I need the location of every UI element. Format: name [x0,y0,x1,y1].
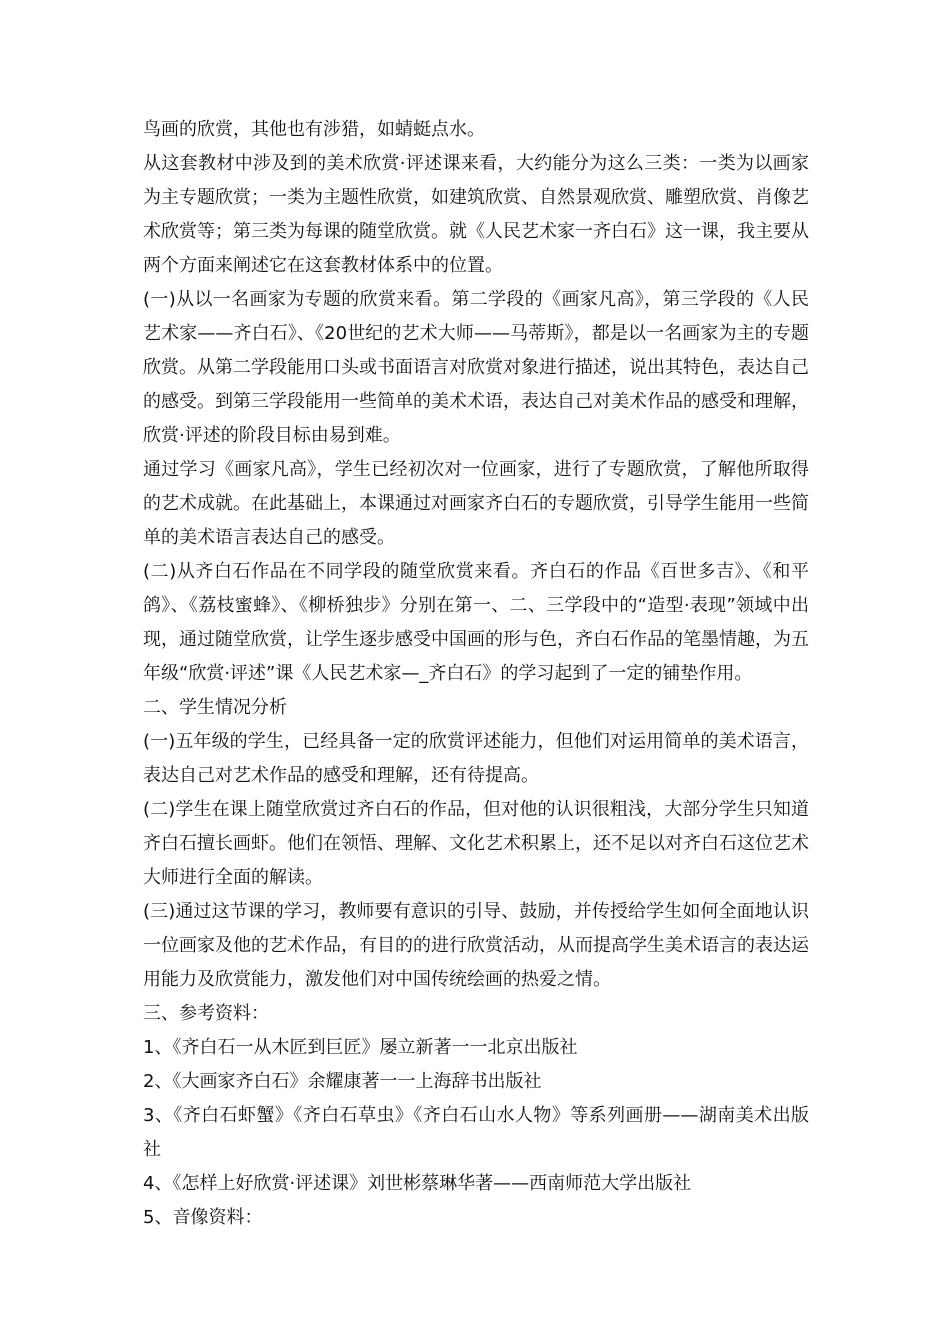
reference-item-4: 4、《怎样上好欣赏·评述课》刘世彬蔡琳华著——西南师范大学出版社 [143,1173,692,1194]
paragraph-van-gogh-study: 通过学习《画家凡高》，学生已经初次对一位画家，进行了专题欣赏，了解他所取得的艺术成就。在此基础上，本课通过对画家齐白石的专题欣赏，引导学生能用一些简单的美术语言表达自己的感受。 [143,459,809,548]
paragraph-student-point-2: (二)学生在课上随堂欣赏过齐白石的作品，但对他的认识很粗浅，大部分学生只知道齐白石擅长画虾。他们在领悟、理解、文化艺术积累上，还不足以对齐白石这位艺术大师进行全面的解读。 [143,799,809,888]
heading-student-analysis: 二、学生情况分析 [143,697,287,718]
paragraph-student-point-3: (三)通过这节课的学习，教师要有意识的引导、鼓励，并传授给学生如何全面地认识一位画家及他的艺术作品，有目的的进行欣赏活动，从而提高学生美术语言的表达运用能力及欣赏能力，激发他们对中国传统绘画的热爱之情。 [143,901,809,990]
heading-references: 三、参考资料： [143,1003,269,1024]
document-body [143,113,809,1235]
reference-item-5: 5、音像资料： [143,1207,263,1228]
reference-item-2: 2、《大画家齐白石》余耀康著一一上海辞书出版社 [143,1071,542,1092]
paragraph-course-categories: 从这套教材中涉及到的美术欣赏·评述课来看，大约能分为这么三类：一类为以画家为主专题欣赏；一类为主题性欣赏，如建筑欣赏、自然景观欣赏、雕塑欣赏、肖像艺术欣赏等；第三类为每课的随堂欣赏。就《人民艺术家一齐白石》这一课，我主要从两个方面来阐述它在这套教材体系中的位置。 [143,153,809,276]
paragraph-student-point-1: (一)五年级的学生，已经具备一定的欣赏评述能力，但他们对运用简单的美术语言，表达自己对艺术作品的感受和理解，还有待提高。 [143,731,809,786]
paragraph-intro-continuation: 鸟画的欣赏，其他也有涉猎，如蜻蜓点水。 [143,119,485,140]
reference-item-3: 3、《齐白石虾蟹》《齐白石草虫》《齐白石山水人物》等系列画册——湖南美术出版社 [143,1105,809,1160]
reference-item-1: 1、《齐白石一从木匠到巨匠》屡立新著一一北京出版社 [143,1037,578,1058]
paragraph-section-2: (二)从齐白石作品在不同学段的随堂欣赏来看。齐白石的作品《百世多吉》、《和平鸽》、《荔枝蜜蜂》、《柳桥独步》分别在第一、二、三学段中的“造型·表现”领域中出现，通过随堂欣赏，让学生逐步感受中国画的形与色，齐白石作品的笔墨情趣，为五年级“欣赏·评述”课《人民艺术家—_齐白石》的学习起到了一定的铺垫作用。 [143,561,809,684]
paragraph-section-1: (一)从以一名画家为专题的欣赏来看。第二学段的《画家凡高》，第三学段的《人民艺术家——齐白石》、《20世纪的艺术大师——马蒂斯》，都是以一名画家为主的专题欣赏。从第二学段能用口头或书面语言对欣赏对象进行描述，说出其特色，表达自己的感受。到第三学段能用一些简单的美术术语，表达自己对美术作品的感受和理解，欣赏·评述的阶段目标由易到难。 [143,289,809,446]
